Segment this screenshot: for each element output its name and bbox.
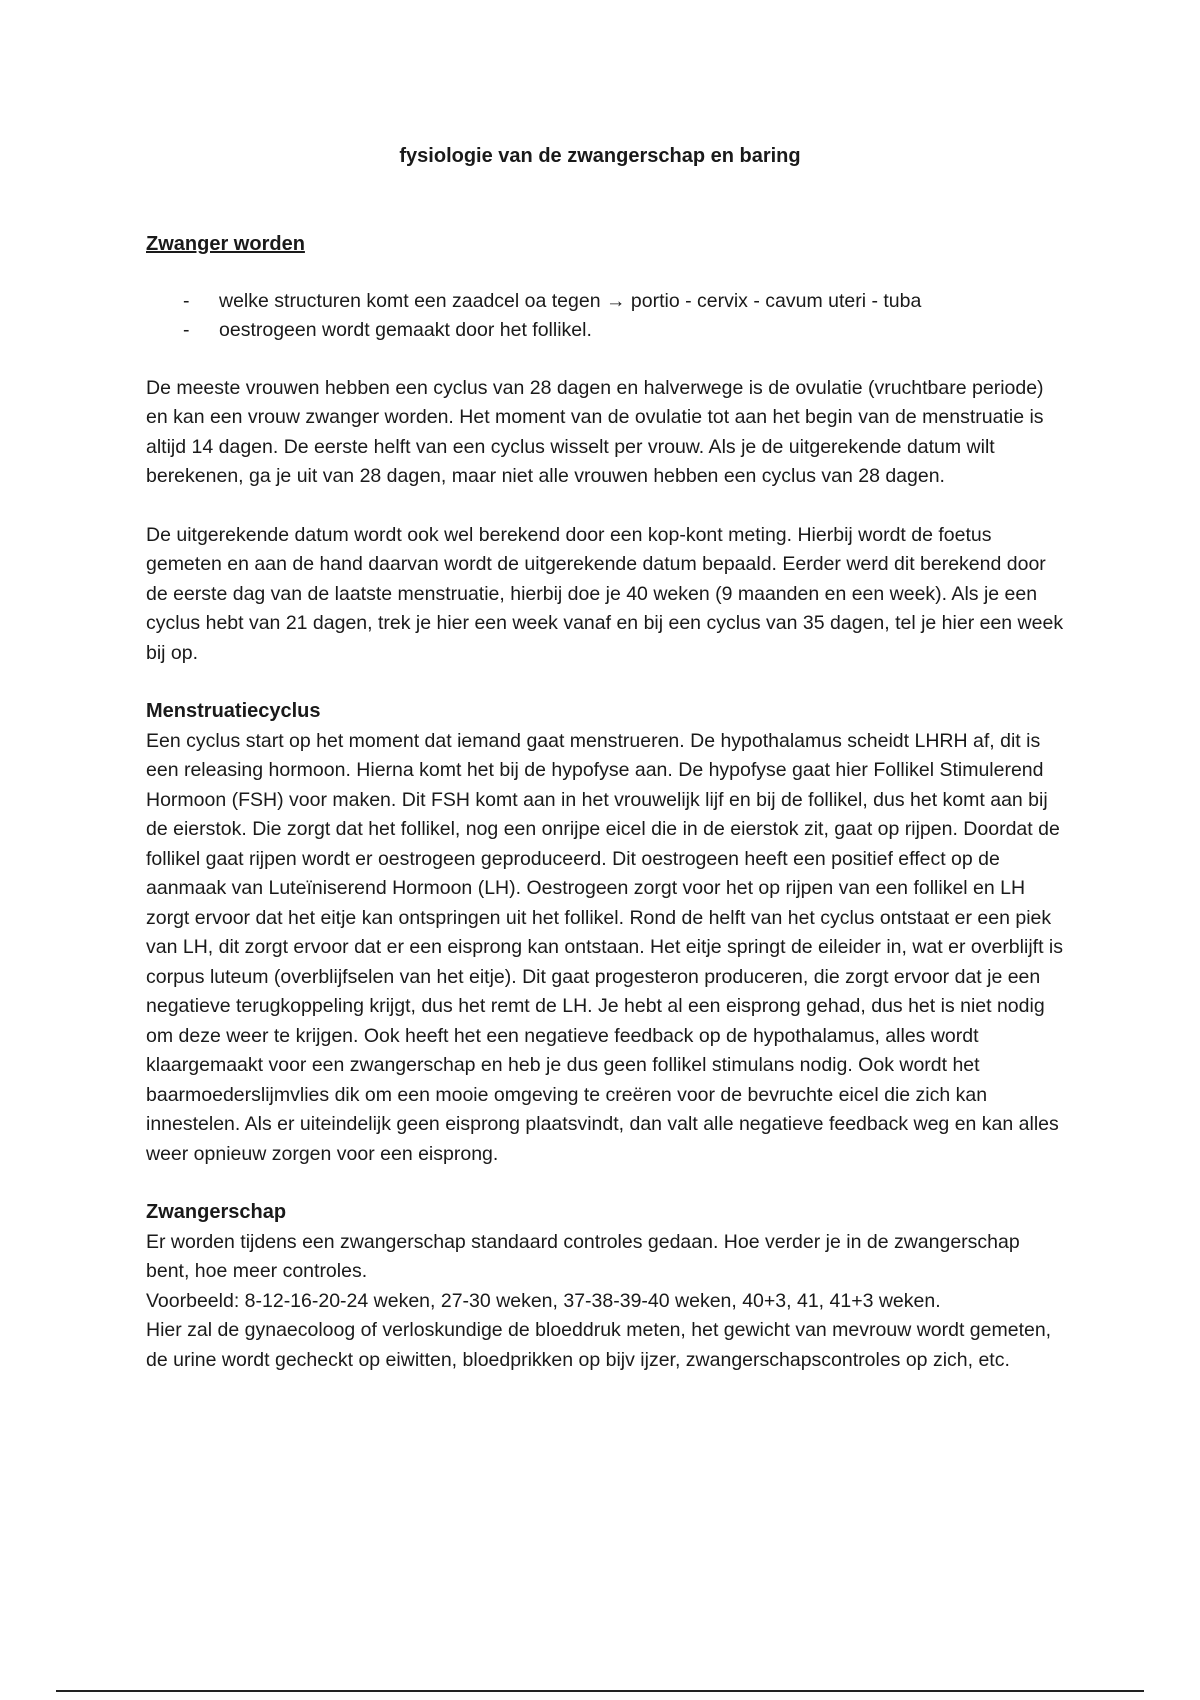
bullet-marker: - <box>183 319 190 341</box>
bullet-list <box>146 287 1066 346</box>
bullet-item <box>183 316 1066 346</box>
bullet-text: welke structuren komt een zaadcel oa tegen → portio - cervix - cavum uteri - tuba <box>219 289 922 312</box>
footer-divider <box>56 1690 1144 1692</box>
document-body <box>146 230 1066 1375</box>
paragraph-menstruatiecyclus: Een cyclus start op het moment dat iemand gaat menstrueren. De hypothalamus scheidt LHRH af, dit is een releasing hormoon. Hierna komt het bij de hypofyse aan. De hypofyse gaat hier Follikel Stimulerend Hormoon (FSH) voor maken. Dit FSH komt aan in het vrouwelijk lijf en bij de follikel, dus het komt aan bij de eierstok. Die zorgt dat het follikel, nog een onrijpe eicel die in de eierstok zit, gaat op rijpen. Doordat de follikel gaat rijpen wordt er oestrogeen geproduceerd. Dit oestrogeen heeft een positief effect op de aanmaak van Luteïniserend Hormoon (LH). Oestrogeen zorgt voor het op rijpen van een follikel en LH zorgt ervoor dat het eitje kan ontspringen uit het follikel. Rond de helft van het cyclus ontstaat er een piek van LH, dit zorgt ervoor dat er een eisprong kan ontstaan. Het eitje springt de eileider in, wat er overblijft is corpus luteum (overblijfselen van het eitje). Dit gaat progesteron produceren, die zorgt ervoor dat je een negatieve terugkoppeling krijgt, dus het remt de LH. Je hebt al een eisprong gehad, dus het is niet nodig om deze weer te krijgen. Ook heeft het een negatieve feedback op de hypothalamus, alles wordt klaargemaakt voor een zwangerschap en heb je dus geen follikel stimulans nodig. Ook wordt het baarmoederslijmvlies dik om een mooie omgeving te creëren voor de bevruchte eicel die zich kan innestelen. Als er uiteindelijk geen eisprong plaatsvindt, dan valt alle negatieve feedback weg en kan alles weer opnieuw zorgen voor een eisprong. <box>146 729 1063 1165</box>
paragraph-uitgerekende-datum: De uitgerekende datum wordt ook wel berekend door een kop-kont meting. Hierbij wordt de foetus gemeten en aan de hand daarvan wordt de uitgerekende datum bepaald. Eerder werd dit berekend door de eerste dag van de laatste menstruatie, hierbij doe je 40 weken (9 maanden en een week). Als je een cyclus hebt van 21 dagen, trek je hier een week vanaf en bij een cyclus van 35 dagen, tel je hier een week bij op. <box>146 523 1064 664</box>
section-heading-menstruatiecyclus: Menstruatiecyclus <box>146 700 321 722</box>
section-heading-zwangerschap: Zwangerschap <box>146 1201 287 1223</box>
section-menstruatiecyclus <box>146 697 1066 1169</box>
zwangerschap-intro-text: Er worden tijdens een zwangerschap standaard controles gedaan. Hoe verder je in de zwangerschap bent, hoe meer controles. <box>146 1230 1020 1282</box>
zwangerschap-controles-text: Hier zal de gynaecoloog of verloskundige de bloeddruk meten, het gewicht van mevrouw wordt gemeten, de urine wordt gecheckt op eiwitten, bloedprikken op bijv ijzer, zwangerschapscontroles op zich, etc. <box>146 1319 1052 1371</box>
paragraph-cyclus: De meeste vrouwen hebben een cyclus van 28 dagen en halverwege is de ovulatie (vruchtbare periode) en kan een vrouw zwanger worden. Het moment van de ovulatie tot aan het begin van de menstruatie is altijd 14 dagen. De eerste helft van een cyclus wisselt per vrouw. Als je de uitgerekende datum wilt berekenen, ga je uit van 28 dagen, maar niet alle vrouwen hebben een cyclus van 28 dagen. <box>146 376 1044 487</box>
zwangerschap-voorbeeld-text: Voorbeeld: 8-12-16-20-24 weken, 27-30 weken, 37-38-39-40 weken, 40+3, 41, 41+3 weken. <box>146 1289 941 1312</box>
document-title: fysiologie van de zwangerschap en baring <box>399 145 801 167</box>
bullet-item <box>183 287 1066 317</box>
bullet-marker: - <box>183 289 190 312</box>
bullet-text: oestrogeen wordt gemaakt door het follikel. <box>219 319 592 341</box>
section-zwanger-worden <box>146 230 1066 668</box>
paragraph-zwangerschap <box>146 1228 1066 1376</box>
section-zwangerschap <box>146 1198 1066 1375</box>
section-heading-zwanger-worden: Zwanger worden <box>146 233 305 255</box>
